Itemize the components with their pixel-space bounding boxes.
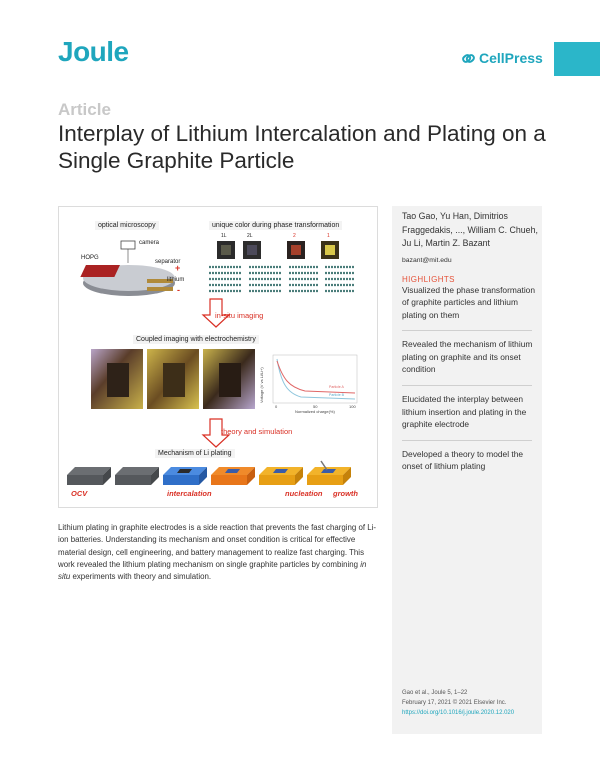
graphical-abstract <box>58 206 378 508</box>
divider <box>402 440 532 441</box>
corner-accent <box>554 42 600 76</box>
graph-xlabel: Normalized charge(%) <box>295 409 335 414</box>
fig-label-separator: separator <box>155 259 181 265</box>
article-title: Interplay of Lithium Intercalation and Plating on a Single Graphite Particle <box>58 121 546 173</box>
highlight-item: Elucidated the interplay between lithium insertion and plating in the graphite electrode <box>402 394 527 430</box>
fig-label-nucleation: nucleation <box>285 489 323 498</box>
fig-label-optical: optical microscopy <box>95 221 159 230</box>
fig-label-theory: theory and simulation <box>221 427 293 436</box>
cellpress-icon <box>462 52 475 65</box>
fig-label-lithium: lithium <box>167 277 185 283</box>
graph-ylabel: Voltage (V vs Li/Li+) <box>259 367 264 403</box>
citation <box>402 688 542 718</box>
summary-text-end: experiments with theory and simulation. <box>70 572 212 582</box>
author-list: Tao Gao, Yu Han, Dimitrios Fraggedakis, ..., William C. Chueh, Ju Li, Martin Z. Bazant <box>402 211 538 248</box>
highlights-heading: HIGHLIGHTS <box>402 274 455 284</box>
divider <box>402 385 532 386</box>
highlight-item: Visualized the phase transformation of graphite particles and lithium plating on them <box>402 284 535 320</box>
fig-label-intercalation: intercalation <box>167 489 212 498</box>
journal-logo: Joule <box>58 36 129 67</box>
fig-label-ocv: OCV <box>71 489 88 498</box>
fig-label-camera: camera <box>139 240 160 246</box>
publisher-name: CellPress <box>479 50 543 66</box>
fig-label-plus: + <box>175 263 181 273</box>
publisher-logo <box>462 50 543 66</box>
fig-stage-label: 2 <box>293 233 296 239</box>
fig-label-coupled: Coupled imaging with electrochemistry <box>133 335 259 344</box>
fig-label-color: unique color during phase transformation <box>209 221 342 230</box>
summary-paragraph <box>58 522 376 583</box>
fig-label-growth: growth <box>333 489 358 498</box>
corresponding-email[interactable]: bazant@mit.edu <box>402 256 452 264</box>
fig-stage-label: 1 <box>327 233 330 239</box>
fig-label-hopg: HOPG <box>81 255 99 261</box>
fig-label-minus: - <box>177 285 180 295</box>
summary-italic: in situ <box>58 559 367 582</box>
highlight-item: Revealed the mechanism of lithium plating on graphite and its onset condition <box>402 339 533 375</box>
divider <box>402 330 532 331</box>
highlight-item: Developed a theory to model the onset of lithium plating <box>402 448 524 472</box>
article-type: Article <box>58 100 111 119</box>
doi-link[interactable]: https://doi.org/10.1016/j.joule.2020.12.020 <box>402 710 515 716</box>
fig-stage-label: 1L <box>221 233 227 239</box>
graph-tick: 50 <box>313 404 318 409</box>
summary-text: Lithium plating in graphite electrodes is a side reaction that prevents the fast charging of Li-ion batteries. Understanding its mechanism and onset condition is critical for effective material design, cell engineering, and battery management to realize fast charging. This work revealed the lithium plating mechanism on single graphite particles by combining <box>58 523 376 569</box>
figure-drawing <box>59 207 379 509</box>
fig-label-mechanism: Mechanism of Li plating <box>155 449 235 458</box>
graph-tick: 0 <box>275 404 278 409</box>
graph-legend-b: Particle B <box>329 393 344 397</box>
citation-journal: Gao et al., Joule 5, 1–22 <box>402 690 468 696</box>
graph-tick: 100 <box>349 404 356 409</box>
fig-stage-label: 2L <box>247 233 253 239</box>
graph-legend-a: Particle A <box>329 385 344 389</box>
fig-label-insitu: in-situ imaging <box>215 311 264 320</box>
citation-date: February 17, 2021 © 2021 Elsevier Inc. <box>402 700 507 706</box>
sidebar <box>392 206 542 734</box>
